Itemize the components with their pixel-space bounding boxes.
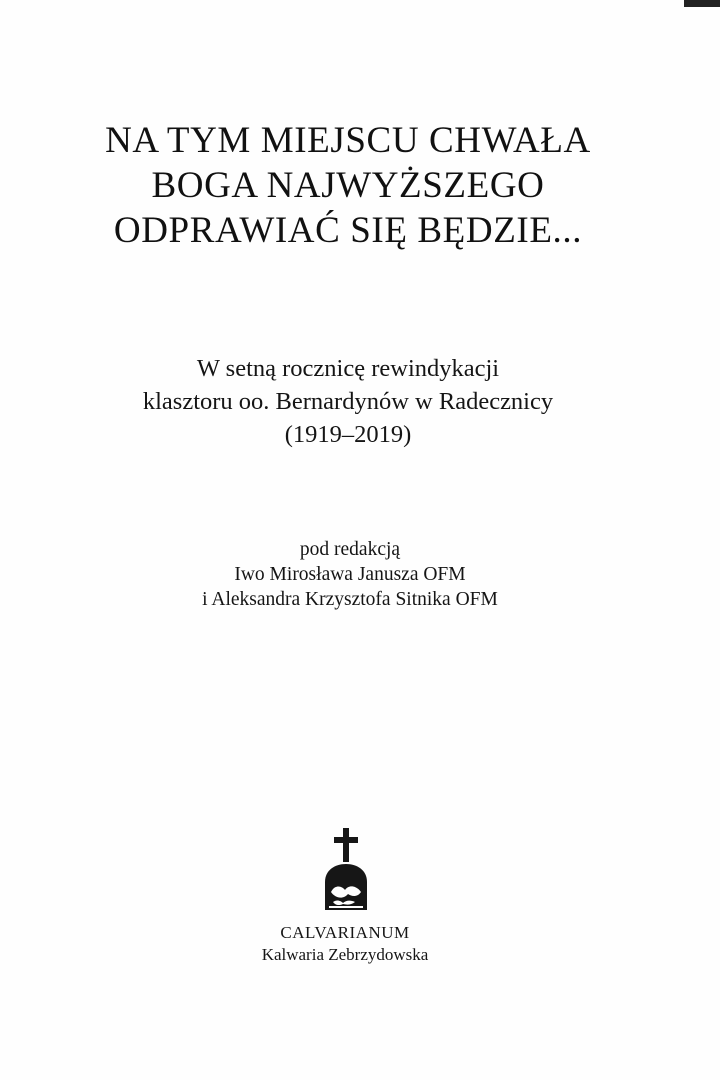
cross-on-mount-icon bbox=[321, 826, 371, 912]
editor-2: i Aleksandra Krzysztofa Sitnika OFM bbox=[202, 589, 498, 610]
publisher-name: CALVARIANUM bbox=[280, 923, 410, 942]
book-subtitle bbox=[0, 352, 696, 451]
book-title bbox=[0, 118, 696, 253]
publisher-place: Kalwaria Zebrzydowska bbox=[261, 945, 429, 964]
title-line-2: BOGA NAJWYŻSZEGO bbox=[151, 165, 545, 206]
page-edge-mark bbox=[684, 0, 720, 7]
subtitle-line-3: (1919–2019) bbox=[284, 421, 412, 448]
subtitle-line-2: klasztoru oo. Bernardynów w Radecznicy bbox=[142, 388, 554, 415]
title-line-1: NA TYM MIEJSCU CHWAŁA bbox=[105, 120, 591, 161]
editors-intro: pod redakcją bbox=[299, 539, 401, 560]
editor-1: Iwo Mirosława Janusza OFM bbox=[234, 564, 466, 585]
subtitle-line-1: W setną rocznicę rewindykacji bbox=[196, 355, 500, 382]
editors bbox=[0, 537, 700, 612]
publisher bbox=[0, 922, 690, 966]
title-line-3: ODPRAWIAĆ SIĘ BĘDZIE... bbox=[113, 210, 583, 251]
